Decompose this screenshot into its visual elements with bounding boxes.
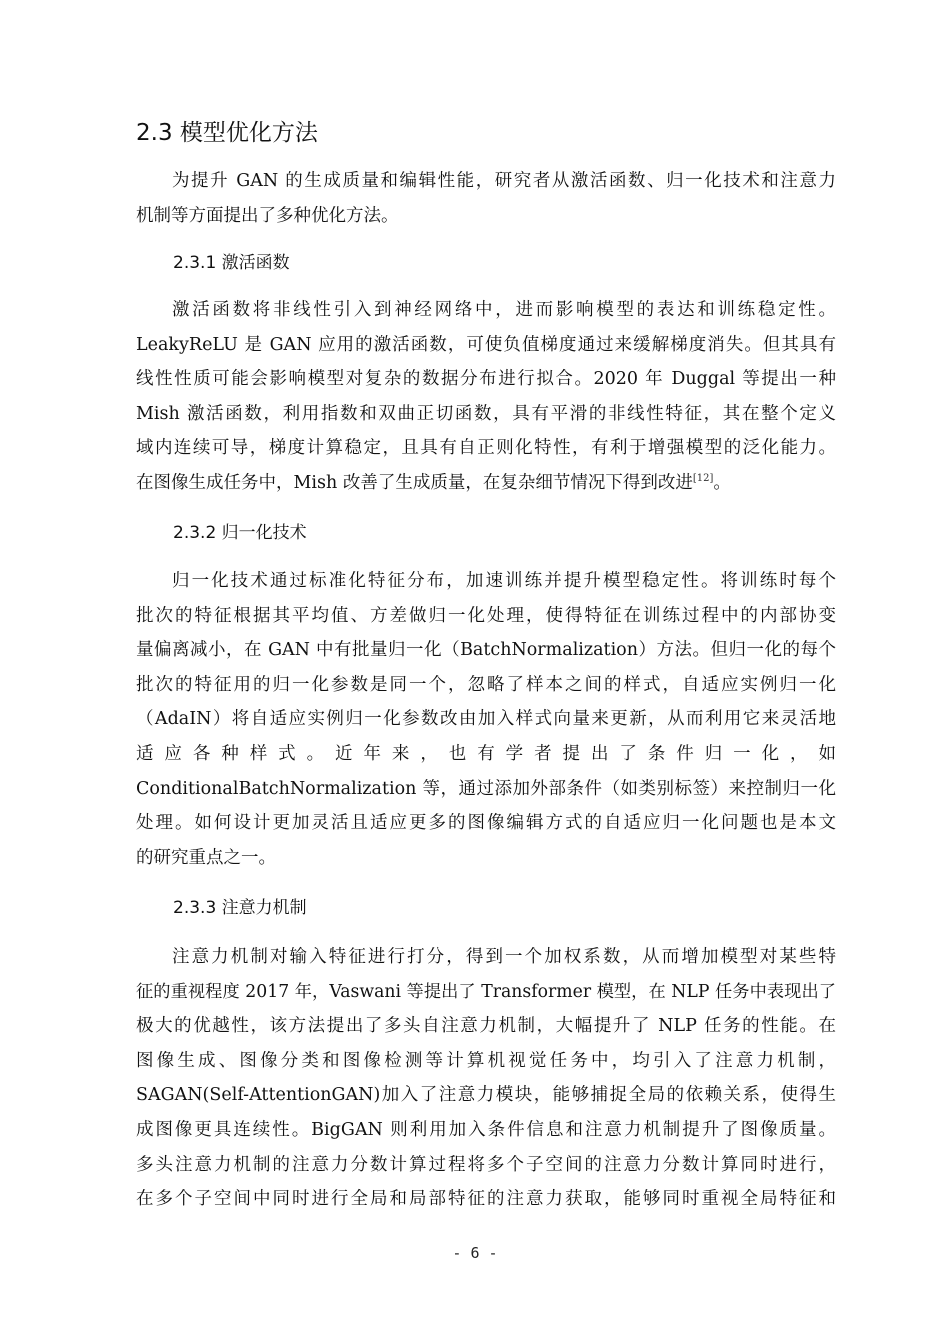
paragraph-line: 机制等方面提出了多种优化方法。 [136,205,399,226]
subsection-heading-normalization: 2.3.2 归一化技术 [173,523,307,543]
paragraph-line: SAGAN(Self-AttentionGAN)加入了注意力模块，能够捕捉全局的依赖关系，使得生 [136,1085,836,1106]
page-number: - 6 - [452,1244,498,1262]
paragraph-line: 量偏离减小，在 GAN 中有批量归一化（BatchNormalization）方法。但归一化的每个 [136,640,836,661]
paragraph-line: 批次的特征根据其平均值、方差做归一化处理，使得特征在训练过程中的内部协变 [136,605,836,626]
paragraph-line: Mish 激活函数，利用指数和双曲正切函数，具有平滑的非线性特征，其在整个定义 [136,403,836,424]
normalization-paragraph [136,564,836,875]
subsection-heading-attention: 2.3.3 注意力机制 [173,898,307,918]
paragraph-line: 域内连续可导，梯度计算稳定，且具有自正则化特性，有利于增强模型的泛化能力。 [136,438,836,459]
paragraph-line: 激活函数将非线性引入到神经网络中，进而影响模型的表达和训练稳定性。 [172,300,836,320]
section-heading: 2.3 模型优化方法 [136,120,318,146]
paragraph-line: （AdaIN）将自适应实例归一化参数改由加入样式向量来更新，从而利用它来灵活地 [136,709,836,730]
paragraph-line: 注意力机制对输入特征进行打分，得到一个加权系数，从而增加模型对某些特 [172,947,836,967]
paragraph-line: ConditionalBatchNormalization 等，通过添加外部条件（如类别标签）来控制归一化 [136,778,836,799]
paragraph-line: 归一化技术通过标准化特征分布，加速训练并提升模型稳定性。将训练时每个 [172,571,836,591]
paragraph-line: 适 应 各 种 样 式 。 近 年 来 ， 也 有 学 者 提 出 了 条 件 归 一 化 ， 如 [136,743,836,764]
subsection-heading-activation: 2.3.1 激活函数 [173,253,290,273]
citation-reference[interactable]: [12] [692,472,714,484]
paragraph-line: 极大的优越性，该方法提出了多头自注意力机制，大幅提升了 NLP 任务的性能。在 [136,1016,836,1037]
paragraph-line: 处理。如何设计更加灵活且适应更多的图像编辑方式的自适应归一化问题也是本文 [136,813,836,834]
paragraph-line: 多头注意力机制的注意力分数计算过程将多个子空间的注意力分数计算同时进行， [136,1154,836,1175]
attention-paragraph [136,940,836,1217]
paragraph-line: 批次的特征用的归一化参数是同一个，忽略了样本之间的样式，自适应实例归一化 [136,674,836,695]
paragraph-line: LeakyReLU 是 GAN 应用的激活函数，可使负值梯度通过来缓解梯度消失。但其具有 [136,334,836,355]
paragraph-text: 在图像生成任务中，Mish 改善了生成质量，在复杂细节情况下得到改进 [136,472,693,493]
paragraph-line: 线性性质可能会影响模型对复杂的数据分布进行拟合。2020 年 Duggal 等提出一种 [136,369,836,390]
paragraph-line: 为提升 GAN 的生成质量和编辑性能，研究者从激活函数、归一化技术和注意力 [172,171,836,191]
paragraph-line: 成图像更具连续性。BigGAN 则利用加入条件信息和注意力机制提升了图像质量。 [136,1119,836,1140]
paragraph-line: 在多个子空间中同时进行全局和局部特征的注意力获取，能够同时重视全局特征和 [136,1189,836,1210]
paragraph-line: 的研究重点之一。 [136,847,276,868]
sentence-end: 。 [713,472,731,493]
intro-paragraph [136,164,836,233]
paragraph-line: 图像生成、图像分类和图像检测等计算机视觉任务中，均引入了注意力机制， [136,1050,836,1071]
paragraph-line: 征的重视程度 2017 年，Vaswani 等提出了 Transformer 模型，在 NLP 任务中表现出了 [136,981,836,1002]
paragraph-line-with-citation [136,466,836,501]
activation-paragraph [136,293,836,501]
